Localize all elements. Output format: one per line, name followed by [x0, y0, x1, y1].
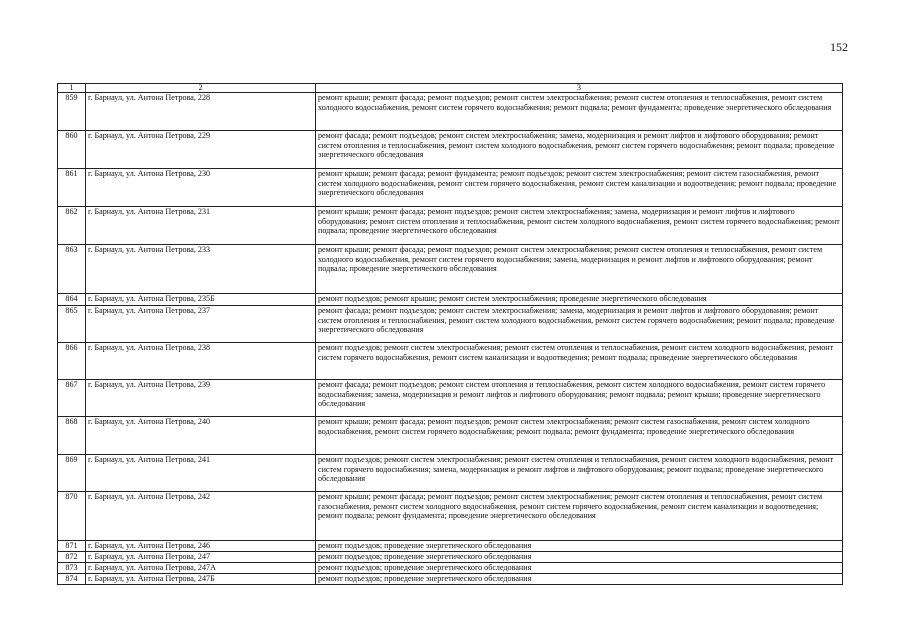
- row-address: г. Барнаул, ул. Антона Петрова, 246: [86, 541, 316, 552]
- row-works: ремонт крыши; ремонт фасада; ремонт подъездов; ремонт систем электроснабжения; ремонт систем отопления и теплоснабжения, ремонт систем холодного водоснабжения, ремонт систем горячего водоснабжения; замена, модернизация и ремонт лифтов и лифтового оборудования; ремонт подвала; проведение энергетического обследования: [316, 245, 843, 294]
- table-row: [58, 343, 843, 380]
- table-row: [58, 492, 843, 541]
- row-works: ремонт подъездов; ремонт систем электроснабжения; ремонт систем отопления и теплоснабжения, ремонт систем холодного водоснабжения, ремонт систем горячего водоснабжения, ремонт систем канализации и водоотведения; ремонт подвала; проведение энергетического обследования: [316, 343, 843, 380]
- row-address: г. Барнаул, ул. Антона Петрова, 247А: [86, 563, 316, 574]
- row-address: г. Барнаул, ул. Антона Петрова, 247: [86, 552, 316, 563]
- table-row: [58, 93, 843, 131]
- row-address: г. Барнаул, ул. Антона Петрова, 241: [86, 455, 316, 492]
- row-number: 864: [58, 294, 86, 306]
- table-row: [58, 245, 843, 294]
- repair-registry-table: [57, 83, 843, 585]
- table-row: [58, 541, 843, 552]
- table-row: [58, 169, 843, 207]
- row-number: 869: [58, 455, 86, 492]
- row-works: ремонт подъездов; проведение энергетического обследования: [316, 552, 843, 563]
- row-number: 862: [58, 207, 86, 245]
- row-address: г. Барнаул, ул. Антона Петрова, 229: [86, 131, 316, 169]
- row-number: 868: [58, 417, 86, 455]
- row-number: 866: [58, 343, 86, 380]
- table-row: [58, 417, 843, 455]
- row-number: 870: [58, 492, 86, 541]
- table-header-row: [58, 84, 843, 93]
- row-address: г. Барнаул, ул. Антона Петрова, 242: [86, 492, 316, 541]
- row-address: г. Барнаул, ул. Антона Петрова, 238: [86, 343, 316, 380]
- table-row: [58, 207, 843, 245]
- row-works: ремонт крыши; ремонт фасада; ремонт фундамента; ремонт подъездов; ремонт систем электроснабжения; ремонт систем газоснабжения, ремонт систем холодного водоснабжения, ремонт систем горячего водоснабжения, ремонт систем канализации и водоотведения; ремонт подвала; проведение энергетического обследования: [316, 169, 843, 207]
- row-address: г. Барнаул, ул. Антона Петрова, 233: [86, 245, 316, 294]
- row-address: г. Барнаул, ул. Антона Петрова, 231: [86, 207, 316, 245]
- row-number: 859: [58, 93, 86, 131]
- row-address: г. Барнаул, ул. Антона Петрова, 235Б: [86, 294, 316, 306]
- header-col-2: 2: [86, 84, 316, 93]
- row-works: ремонт крыши; ремонт фасада; ремонт подъездов; ремонт систем электроснабжения; ремонт систем отопления и теплоснабжения, ремонт систем холодного водоснабжения, ремонт систем горячего водоснабжения; ремонт подвала; ремонт фундамента; проведение энергетического обследования: [316, 93, 843, 131]
- row-works: ремонт подъездов; проведение энергетического обследования: [316, 563, 843, 574]
- row-number: 865: [58, 306, 86, 343]
- row-number: 861: [58, 169, 86, 207]
- header-col-1: 1: [58, 84, 86, 93]
- row-works: ремонт фасада; ремонт подъездов; ремонт систем отопления и теплоснабжения, ремонт систем холодного водоснабжения, ремонт систем горячего водоснабжения; замена, модернизация и ремонт лифтов и лифтового оборудования; ремонт подвала; ремонт крыши; проведение энергетического обследования: [316, 380, 843, 417]
- row-address: г. Барнаул, ул. Антона Петрова, 228: [86, 93, 316, 131]
- row-works: ремонт подъездов; ремонт крыши; ремонт систем электроснабжения; проведение энергетического обследования: [316, 294, 843, 306]
- row-address: г. Барнаул, ул. Антона Петрова, 240: [86, 417, 316, 455]
- table-row: [58, 455, 843, 492]
- row-works: ремонт фасада; ремонт подъездов; ремонт систем электроснабжения; замена, модернизация и ремонт лифтов и лифтового оборудования; ремонт систем отопления и теплоснабжения, ремонт систем холодного водоснабжения, ремонт систем горячего водоснабжения; ремонт подвала; проведение энергетического обследования: [316, 306, 843, 343]
- table-row: [58, 294, 843, 306]
- table-row: [58, 306, 843, 343]
- header-col-3: 3: [316, 84, 843, 93]
- table-row: [58, 552, 843, 563]
- table-row: [58, 574, 843, 585]
- row-address: г. Барнаул, ул. Антона Петрова, 247Б: [86, 574, 316, 585]
- row-works: ремонт подъездов; проведение энергетического обследования: [316, 541, 843, 552]
- table-row: [58, 131, 843, 169]
- row-number: 863: [58, 245, 86, 294]
- row-works: ремонт крыши; ремонт фасада; ремонт подъездов; ремонт систем электроснабжения; ремонт систем отопления и теплоснабжения, ремонт систем газоснабжения, ремонт систем холодного водоснабжения, ремонт систем горячего водоснабжения, ремонт систем канализации и водоотведения; ремонт подвала; ремонт фундамента; проведение энергетического обследования: [316, 492, 843, 541]
- row-works: ремонт подъездов; ремонт систем электроснабжения; ремонт систем отопления и теплоснабжения, ремонт систем холодного водоснабжения, ремонт систем горячего водоснабжения; замена, модернизация и ремонт лифтов и лифтового оборудования; ремонт подвала; проведение энергетического обследования: [316, 455, 843, 492]
- row-works: ремонт подъездов; проведение энергетического обследования: [316, 574, 843, 585]
- row-address: г. Барнаул, ул. Антона Петрова, 237: [86, 306, 316, 343]
- page-number: 152: [830, 40, 848, 54]
- row-number: 874: [58, 574, 86, 585]
- table-row: [58, 380, 843, 417]
- row-address: г. Барнаул, ул. Антона Петрова, 230: [86, 169, 316, 207]
- table-row: [58, 563, 843, 574]
- row-works: ремонт крыши; ремонт фасада; ремонт подъездов; ремонт систем электроснабжения; замена, модернизация и ремонт лифтов и лифтового оборудования; ремонт систем отопления и теплоснабжения, ремонт систем холодного водоснабжения, ремонт систем горячего водоснабжения; ремонт подвала; проведение энергетического обследования: [316, 207, 843, 245]
- row-works: ремонт крыши; ремонт фасада; ремонт подъездов; ремонт систем электроснабжения; ремонт систем газоснабжения, ремонт систем холодного водоснабжения, ремонт систем горячего водоснабжения; ремонт подвала; ремонт фундамента; проведение энергетического обследования: [316, 417, 843, 455]
- row-number: 873: [58, 563, 86, 574]
- row-number: 872: [58, 552, 86, 563]
- row-works: ремонт фасада; ремонт подъездов; ремонт систем электроснабжения; замена, модернизация и ремонт лифтов и лифтового оборудования; ремонт систем отопления и теплоснабжения, ремонт систем холодного водоснабжения, ремонт систем горячего водоснабжения; ремонт подвала; проведение энергетического обследования: [316, 131, 843, 169]
- row-number: 867: [58, 380, 86, 417]
- row-address: г. Барнаул, ул. Антона Петрова, 239: [86, 380, 316, 417]
- row-number: 860: [58, 131, 86, 169]
- row-number: 871: [58, 541, 86, 552]
